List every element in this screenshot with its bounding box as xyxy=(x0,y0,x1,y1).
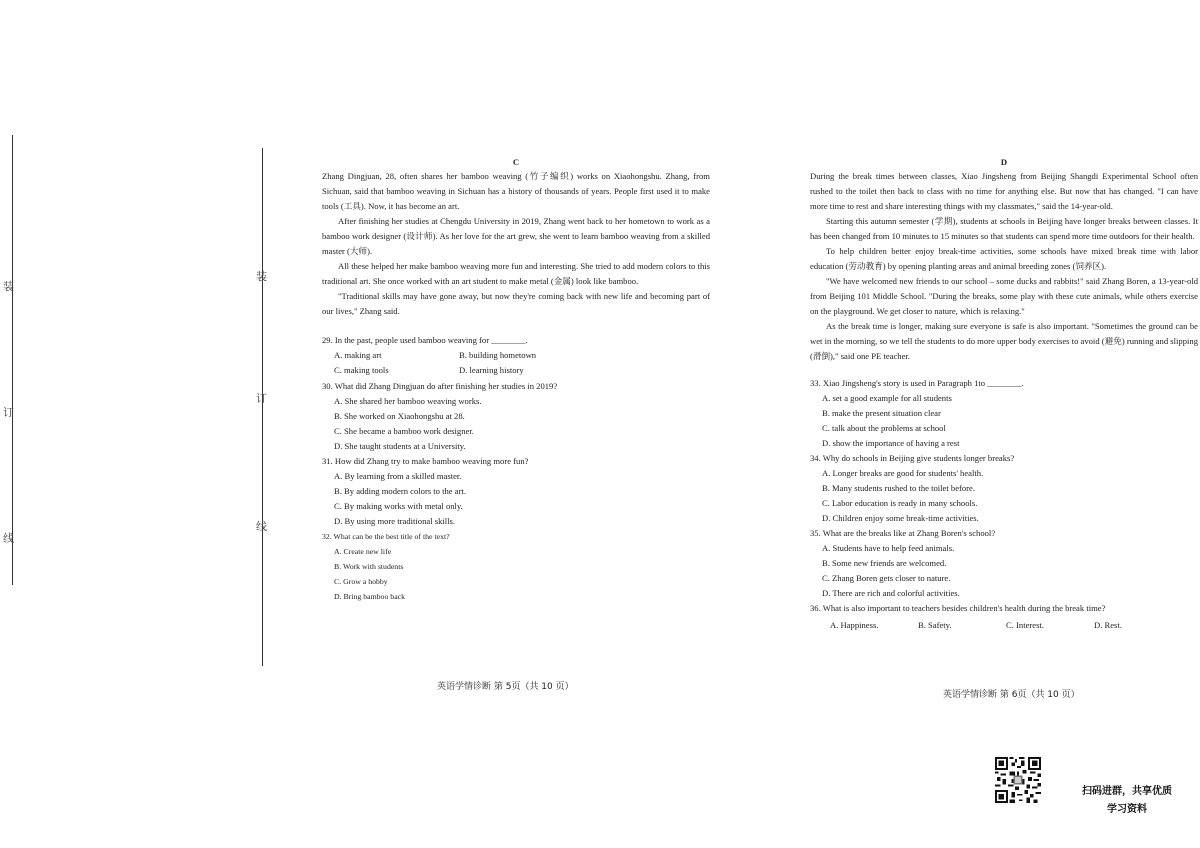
options-row xyxy=(322,363,710,378)
option-b: B. Safety. xyxy=(918,620,952,630)
option-d: D. She taught students at a University. xyxy=(334,441,466,451)
binding-char-left-3: 线 xyxy=(3,532,14,545)
binding-char-mid-2: 订 xyxy=(256,392,267,405)
passage-paragraph: Zhang Dingjuan, 28, often shares her bamboo weaving (竹子编织) works on Xiaohongshu. Zhang, from Sichuan, said that bamboo weaving in Sichuan has a history of thousands of years. People first used it to make tools (工具). Now, it has become an art. xyxy=(322,171,710,211)
question-34 xyxy=(810,451,1198,526)
passage-paragraph: "Traditional skills may have gone away, but now they're coming back with new life and becoming part of our lives," Zhang said. xyxy=(322,291,710,316)
qr-caption-line-2: 学习资料 xyxy=(1107,804,1147,815)
option-b: B. Many students rushed to the toilet before. xyxy=(822,483,975,493)
option-a: A. Create new life xyxy=(334,547,392,556)
passage-paragraph: To help children better enjoy break-time activities, some schools have mixed break time with labor education (劳动教育) by opening planting areas and animal breeding zones (饲养区). xyxy=(810,246,1198,271)
option-c: C. Labor education is ready in many schools. xyxy=(822,498,978,508)
passage-paragraph: "We have welcomed new friends to our school – some ducks and rabbits!" said Zhang Boren, a 13-year-old from Beijing 101 Middle School. "During the breaks, some play with these cute animals, while others exercise on the playground. We get closer to nature, which is relaxing." xyxy=(810,276,1198,316)
question-stem: 34. Why do schools in Beijing give students longer breaks? xyxy=(810,453,1015,463)
section-letter-c: C xyxy=(512,157,520,167)
section-letter-d: D xyxy=(1000,157,1008,167)
binding-line-left xyxy=(12,135,13,585)
options-row xyxy=(322,348,710,363)
option-a: A. Students have to help feed animals. xyxy=(822,543,955,553)
binding-char-left-2: 订 xyxy=(3,406,14,419)
option-b: B. building hometown xyxy=(459,350,537,360)
option-d: D. Rest. xyxy=(1094,620,1122,630)
options-row xyxy=(810,618,1198,633)
passage-paragraph: During the break times between classes, Xiao Jingsheng from Beijing Shangdi Experimental School often rushed to the toilet then back to class with no time for anything else. But now that has changed. "I can have more time to rest and share interesting things with my classmates," said the 14-year-old. xyxy=(810,171,1198,211)
option-a: A. She shared her bamboo weaving works. xyxy=(334,396,482,406)
passage-paragraph: Starting this autumn semester (学期), students at schools in Beijing have longer breaks between classes. It has been changed from 10 minutes to 15 minutes so that students can spend more time outdoors for their health. xyxy=(810,216,1198,241)
binding-char-mid-1: 装 xyxy=(256,270,267,283)
question-33 xyxy=(810,376,1198,451)
option-d: D. Bring bamboo back xyxy=(334,592,406,601)
question-32 xyxy=(322,529,710,604)
qr-code-image xyxy=(995,757,1041,803)
option-b: B. By adding modern colors to the art. xyxy=(334,486,466,496)
option-c: C. She became a bamboo work designer. xyxy=(334,426,474,436)
question-31 xyxy=(322,454,710,529)
passage-paragraph: After finishing her studies at Chengdu University in 2019, Zhang went back to her hometown to work as a bamboo work designer (设计师). As her love for the art grew, she went to learn bamboo weaving from a skilled master (大师). xyxy=(322,216,710,256)
option-b: B. She worked on Xiaohongshu at 28. xyxy=(334,411,465,421)
question-30 xyxy=(322,379,710,454)
option-d: D. learning history xyxy=(459,365,524,375)
option-c: C. Interest. xyxy=(1006,620,1044,630)
question-29 xyxy=(322,333,710,378)
option-a: A. By learning from a skilled master. xyxy=(334,471,462,481)
passage-paragraph: All these helped her make bamboo weaving more fun and interesting. She tried to add modern colors to this traditional art. She once worked with an art student to make metal (金属) look like bamboo. xyxy=(322,261,710,286)
question-36 xyxy=(810,601,1198,633)
exam-page-6 xyxy=(810,156,1198,633)
passage-paragraph: As the break time is longer, making sure everyone is safe is also important. "Sometimes the ground can be wet in the morning, so we tell the students to do more upper body exercises to avoid (避免) running and slipping (滑倒)," said one PE teacher. xyxy=(810,321,1198,361)
option-c: C. Zhang Boren gets closer to nature. xyxy=(822,573,951,583)
option-b: B. make the present situation clear xyxy=(822,408,941,418)
question-35 xyxy=(810,526,1198,601)
exam-page-5 xyxy=(322,156,710,604)
option-c: C. Grow a hobby xyxy=(334,577,388,586)
question-stem: 33. Xiao Jingsheng's story is used in Paragraph 1to ________. xyxy=(810,378,1024,388)
question-stem: 31. How did Zhang try to make bamboo weaving more fun? xyxy=(322,456,529,466)
option-a: A. making art xyxy=(334,350,382,360)
option-b: B. Some new friends are welcomed. xyxy=(822,558,947,568)
question-stem: 35. What are the breaks like at Zhang Boren's school? xyxy=(810,528,996,538)
option-a: A. Longer breaks are good for students' health. xyxy=(822,468,984,478)
option-d: D. There are rich and colorful activities. xyxy=(822,588,960,598)
option-b: B. Work with students xyxy=(334,562,404,571)
question-stem: 36. What is also important to teachers besides children's health during the break time? xyxy=(810,603,1106,613)
option-c: C. making tools xyxy=(334,365,389,375)
binding-char-left-1: 装 xyxy=(3,280,14,293)
option-d: D. By using more traditional skills. xyxy=(334,516,456,526)
option-c: C. talk about the problems at school xyxy=(822,423,946,433)
question-stem: 32. What can be the best title of the text? xyxy=(322,532,450,541)
qr-caption-line-1: 扫码进群，共享优质 xyxy=(1082,786,1172,797)
page-footer-6: 英语学情诊断 第 6页（共 10 页） xyxy=(943,690,1080,700)
option-d: D. Children enjoy some break-time activities. xyxy=(822,513,979,523)
page-footer-5: 英语学情诊断 第 5页（共 10 页） xyxy=(437,682,574,692)
binding-char-mid-3: 线 xyxy=(256,520,267,533)
option-c: C. By making works with metal only. xyxy=(334,501,463,511)
option-d: D. show the importance of having a rest xyxy=(822,438,960,448)
option-a: A. Happiness. xyxy=(830,620,879,630)
binding-line-middle xyxy=(262,148,263,666)
question-stem: 29. In the past, people used bamboo weaving for ________. xyxy=(322,335,528,345)
option-a: A. set a good example for all students xyxy=(822,393,952,403)
question-stem: 30. What did Zhang Dingjuan do after finishing her studies in 2019? xyxy=(322,381,558,391)
